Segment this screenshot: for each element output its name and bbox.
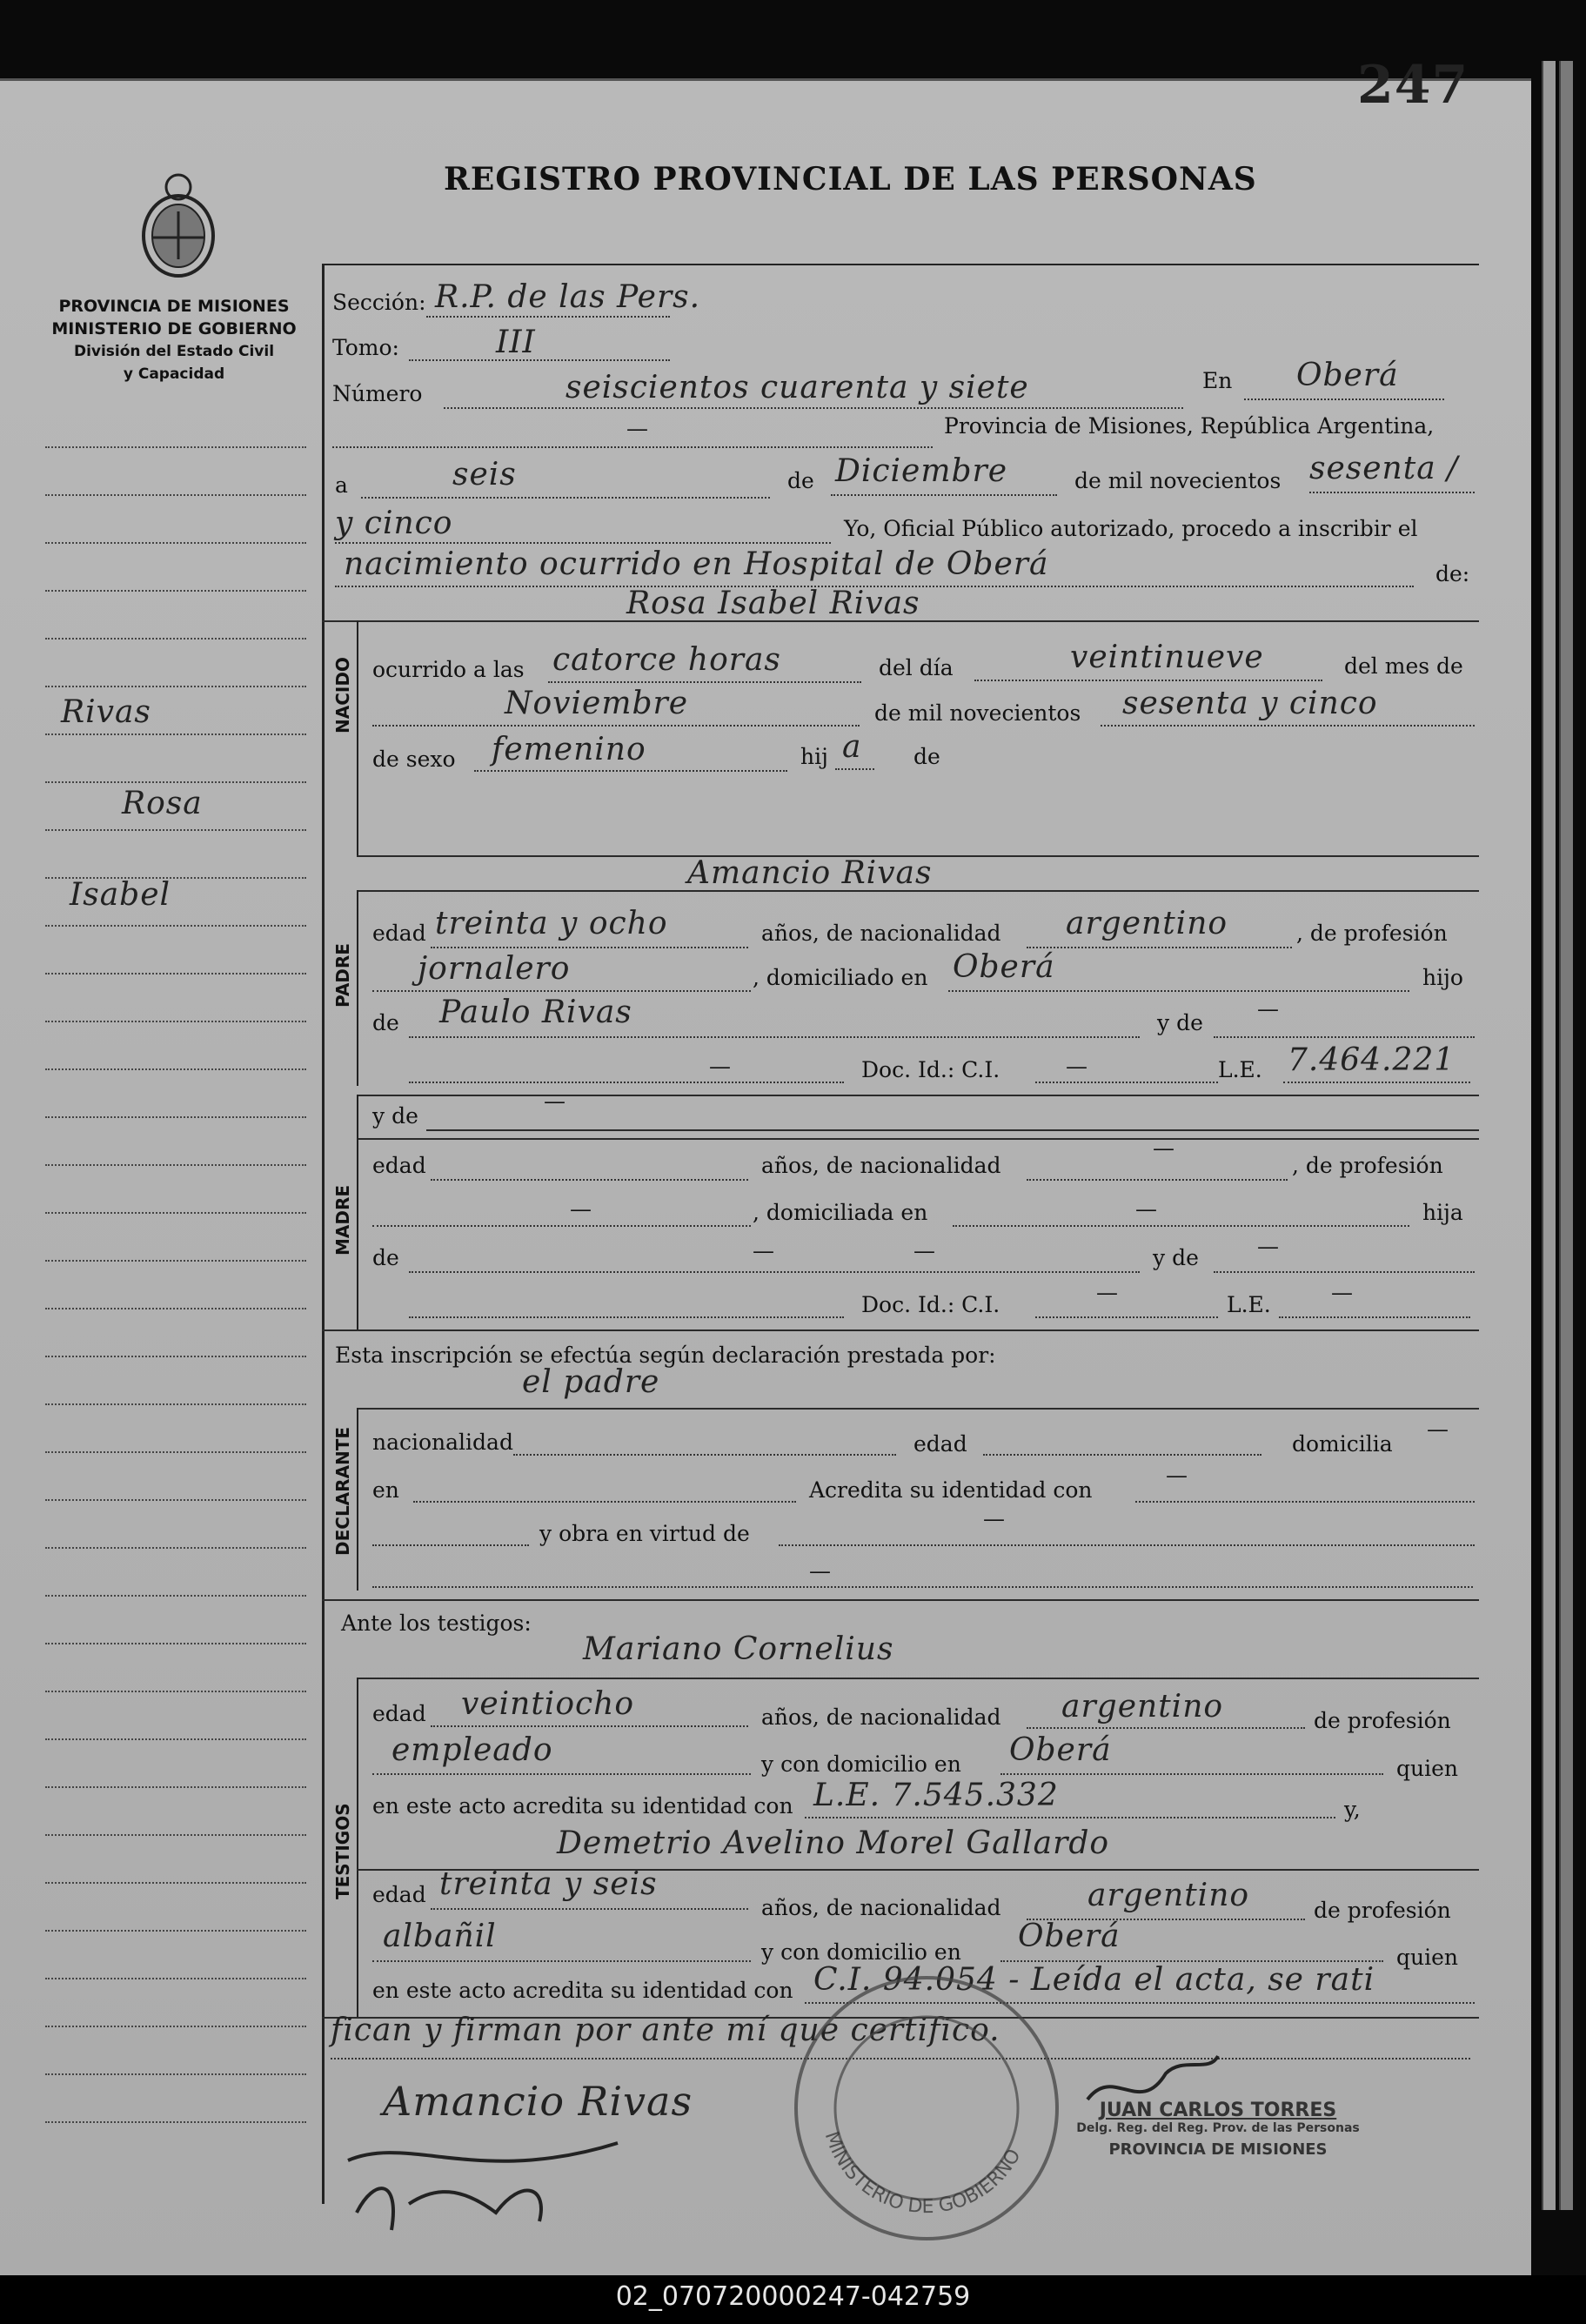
year-line [1309, 492, 1475, 493]
testigo-2-name: Demetrio Avelino Morel Gallardo [557, 1825, 1110, 1861]
numero-label: Número [332, 381, 423, 406]
sidebar-rule [45, 542, 306, 544]
sidebar-rule [45, 1068, 306, 1070]
stamp-title: Delg. Reg. del Reg. Prov. de las Personas [1076, 2121, 1360, 2135]
seccion-label: Sección: [332, 290, 426, 315]
t2-prof-value: albañil [383, 1919, 497, 1954]
official-seal-icon [787, 1969, 1066, 2247]
madre-edad-line [431, 1179, 748, 1181]
t2-edad-line [431, 1908, 748, 1910]
madre-de-label: de [372, 1245, 399, 1270]
sidebar-rule [45, 1882, 306, 1884]
padre-doc-label: Doc. Id.: C.I. [861, 1057, 1000, 1082]
signature-witness-icon [339, 2126, 626, 2239]
padre-prof-line [372, 990, 751, 992]
t1-profesion-label: de profesión [1314, 1708, 1451, 1733]
tomo-value: III [496, 325, 536, 360]
sidebar-rule [45, 1499, 306, 1501]
event-value: nacimiento ocurrido en Hospital de Oberá [344, 546, 1049, 582]
footer-filename: 02_070720000247-042759 [615, 2281, 971, 2312]
a-value: seis [452, 457, 517, 492]
nacido-section-label: NACIDO [332, 657, 353, 733]
nacido-name-value: Rosa Isabel Rivas [626, 586, 920, 621]
t1-edad-value: veintiocho [461, 1686, 635, 1722]
t1-nac-value: argentino [1061, 1689, 1224, 1725]
testigo-1-name: Mariano Cornelius [583, 1631, 894, 1667]
en-line [1244, 398, 1444, 400]
madre-edad-label: edad [372, 1153, 426, 1178]
dash: — [544, 1088, 565, 1114]
t2-doc-value: C.I. 94.054 - Leída el acta, se rati [813, 1962, 1375, 1998]
sidebar-rule [45, 829, 306, 831]
anio-line [1101, 725, 1475, 727]
page-title: REGISTRO PROVINCIAL DE LAS PERSONAS [444, 161, 1257, 198]
sidebar-rule [45, 1691, 306, 1692]
t1-dom-value: Oberá [1009, 1732, 1112, 1768]
madre-name-line [426, 1129, 1479, 1131]
sidebar-rule [45, 1021, 306, 1022]
numero-line [444, 407, 1183, 409]
t1-nac-line [1027, 1727, 1305, 1729]
dia-value: veintinueve [1070, 640, 1264, 675]
year-label: de mil novecientos [1074, 468, 1282, 493]
sidebar-rule [45, 2121, 306, 2123]
hij-label: hij [800, 744, 828, 769]
padre-section-border [357, 890, 358, 1086]
svg-text:MINISTERIO DE GOBIERNO [820, 2129, 1026, 2218]
declarante-edad-label: edad [913, 1431, 967, 1457]
main-border-top [322, 264, 1479, 265]
t1-prof-line [372, 1773, 751, 1775]
sidebar-given-name-2: Isabel [70, 877, 171, 913]
hij-line [835, 768, 874, 770]
sexo-value: femenino [492, 732, 646, 767]
official-stamp [1061, 2100, 1375, 2159]
dash: — [809, 1558, 831, 1584]
padre-profesion-label: , de profesión [1296, 921, 1448, 946]
mes-line [372, 725, 860, 727]
madre-yde2-label: y de [1153, 1245, 1199, 1270]
padre-de-label: de [372, 1010, 399, 1035]
section-rule [357, 1095, 1479, 1096]
t1-acredita-label: en este acto acredita su identidad con [372, 1793, 793, 1818]
dia-line [974, 680, 1322, 681]
declarante-blank-line [372, 1544, 529, 1546]
declarante-obra-line [779, 1544, 1475, 1546]
t2-anos-label: años, de nacionalidad [761, 1895, 1001, 1920]
dash: — [1096, 1280, 1118, 1305]
madre-doc-label: Doc. Id.: C.I. [861, 1292, 1000, 1317]
t2-acredita-label: en este acto acredita su identidad con [372, 1978, 793, 2003]
madre-ci-line [1035, 1316, 1218, 1318]
dash: — [709, 1054, 731, 1079]
del-dia-label: del día [879, 655, 954, 680]
t1-doc-line [805, 1817, 1335, 1818]
sidebar-rule [45, 973, 306, 974]
sidebar-rule [45, 686, 306, 687]
t1-edad-line [431, 1725, 748, 1727]
sidebar-rule [45, 1786, 306, 1788]
padre-dom-line [948, 990, 1409, 992]
madre-dom-line [953, 1225, 1409, 1227]
madre-domiciliada-label: , domiciliada en [753, 1200, 928, 1225]
sidebar-rule [45, 1451, 306, 1453]
padre-edad-value: treinta y ocho [435, 906, 668, 941]
page-number: 247 [1357, 55, 1469, 116]
sexo-line [474, 770, 787, 772]
padre-blank-line [409, 1082, 844, 1083]
sidebar-rule [45, 925, 306, 927]
declarante-intro: Esta inscripción se efectúa según declaración prestada por: [335, 1343, 996, 1368]
padre-prof-value: jornalero [418, 951, 571, 987]
declarante-obra-label: y obra en virtud de [539, 1521, 750, 1546]
sidebar-capacity: y Capacidad [123, 365, 225, 383]
de-colon: de: [1435, 561, 1470, 586]
testigos-section-label: TESTIGOS [332, 1803, 353, 1899]
sexo-label: de sexo [372, 747, 456, 772]
sidebar-rule [45, 1930, 306, 1932]
en-label: En [1202, 368, 1233, 393]
madre-section-border [357, 1095, 358, 1329]
t2-edad-value: treinta y seis [439, 1866, 658, 1902]
ocurrido-label: ocurrido a las [372, 657, 525, 682]
month-line [831, 494, 1057, 496]
t1-domicilio-label: y con domicilio en [761, 1751, 961, 1777]
a-label: a [335, 472, 348, 498]
t1-edad-label: edad [372, 1701, 426, 1726]
madre-nac-line [1027, 1179, 1288, 1181]
madre-anos-label: años, de nacionalidad [761, 1153, 1001, 1178]
del-mes-label: del mes de [1344, 653, 1463, 679]
padre-hijo-label: hijo [1422, 965, 1463, 990]
section-rule [322, 1329, 1479, 1331]
year-value-continued: y cinco [335, 506, 453, 541]
sidebar-province: PROVINCIA DE MISIONES [58, 297, 290, 316]
section-rule [357, 1408, 1479, 1410]
t1-dom-line [1000, 1773, 1383, 1775]
sidebar-ministry: MINISTERIO DE GOBIERNO [51, 319, 297, 338]
declarante-en-label: en [372, 1477, 399, 1503]
hora-line [548, 681, 861, 683]
hora-value: catorce horas [552, 642, 781, 678]
madre-yde-label: y de [372, 1103, 418, 1129]
declarante-blank-line-2 [372, 1586, 1473, 1588]
t2-edad-label: edad [372, 1882, 426, 1907]
nacido-section-border [357, 620, 358, 855]
sidebar-rule [45, 1834, 306, 1836]
sidebar-given-name-1: Rosa [122, 786, 203, 821]
en-value: Oberá [1296, 358, 1399, 393]
sidebar-rule [45, 638, 306, 640]
section-rule [357, 1138, 1479, 1140]
sidebar-division: División del Estado Civil [73, 343, 275, 360]
dash: — [570, 1196, 592, 1222]
t1-y-label: y, [1344, 1797, 1361, 1822]
mes-value: Noviembre [505, 686, 689, 721]
dash: — [983, 1506, 1005, 1531]
signature-amancio-rivas: Amancio Rivas [383, 2078, 693, 2125]
t1-quien-label: quien [1396, 1756, 1458, 1781]
seal-text: MINISTERIO DE GOBIERNO [820, 2128, 1026, 2219]
dash: — [1331, 1280, 1353, 1305]
testigos-intro: Ante los testigos: [341, 1611, 532, 1636]
sidebar-rule [45, 1116, 306, 1118]
sidebar-rule [45, 1978, 306, 1979]
section-rule [357, 1678, 1479, 1679]
sidebar-rule [45, 2026, 306, 2027]
binder-edge [1559, 61, 1573, 2210]
section-rule [322, 1599, 1479, 1601]
padre-yde-line [1214, 1036, 1475, 1038]
padre-ci-line [1035, 1082, 1218, 1083]
nacido-de-label: de [913, 744, 940, 769]
madre-le-line [1279, 1316, 1470, 1318]
sidebar-rule [45, 1212, 306, 1214]
declarante-nac-line [513, 1454, 896, 1456]
sidebar-rule [45, 781, 306, 783]
sidebar-rule [45, 1643, 306, 1644]
declarante-domicilia-label: domicilia [1292, 1431, 1393, 1457]
padre-father-line [409, 1036, 1140, 1038]
tomo-label: Tomo: [332, 335, 399, 360]
dash: — [1166, 1463, 1188, 1488]
t1-doc-value: L.E. 7.545.332 [813, 1778, 1059, 1813]
dash: — [1135, 1196, 1157, 1222]
padre-anos-label: años, de nacionalidad [761, 921, 1001, 946]
declarante-edad-line [983, 1454, 1261, 1456]
sidebar-rule [45, 2073, 306, 2075]
numero-value: seiscientos cuarenta y siete [565, 370, 1029, 405]
madre-yde2-line [1214, 1271, 1475, 1273]
t2-domicilio-label: y con domicilio en [761, 1939, 961, 1965]
dash: — [913, 1238, 935, 1263]
seccion-line [426, 316, 670, 318]
dash: — [1427, 1417, 1449, 1442]
padre-domicilio-label: , domiciliado en [753, 965, 928, 990]
t2-quien-label: quien [1396, 1945, 1458, 1970]
year2-line [335, 542, 831, 544]
sidebar-rule [45, 1356, 306, 1357]
sidebar-rule [45, 1260, 306, 1262]
padre-yde-label: y de [1157, 1010, 1203, 1035]
sidebar-rule [45, 1595, 306, 1597]
madre-father-line [409, 1271, 1140, 1273]
declarante-acredita-label: Acredita su identidad con [809, 1477, 1093, 1503]
declarante-nacionalidad-label: nacionalidad [372, 1430, 513, 1455]
padre-le-line [1283, 1082, 1470, 1083]
sidebar-surname: Rivas [61, 694, 151, 730]
sidebar-rule [45, 590, 306, 592]
dash: — [1066, 1054, 1087, 1079]
sidebar-rule [45, 446, 306, 448]
provincia-text: Provincia de Misiones, República Argentina, [944, 413, 1435, 439]
testigos-section-border [357, 1678, 358, 2017]
padre-edad-line [431, 947, 748, 948]
madre-section-label: MADRE [332, 1184, 353, 1256]
dash: — [1153, 1135, 1174, 1161]
t1-prof-value: empleado [391, 1732, 553, 1768]
stamp-name: JUAN CARLOS TORRES [1099, 2100, 1337, 2121]
madre-profesion-label: , de profesión [1292, 1153, 1443, 1178]
t2-profesion-label: de profesión [1314, 1898, 1451, 1923]
dash: — [1257, 996, 1279, 1021]
madre-blank-line [409, 1316, 844, 1318]
yo-text: Yo, Oficial Público autorizado, procedo a inscribir el [844, 516, 1418, 541]
madre-le-label: L.E. [1227, 1292, 1271, 1317]
sidebar-rule [45, 1738, 306, 1740]
sidebar-rule [45, 1547, 306, 1549]
main-border [322, 264, 325, 2204]
sidebar-rule [45, 1164, 306, 1166]
anio-value: sesenta y cinco [1122, 686, 1378, 721]
sidebar-rule [45, 1308, 306, 1309]
hij-value: a [842, 729, 862, 765]
registry-page [0, 55, 1531, 2287]
year-value: sesenta / [1309, 451, 1459, 486]
declarante-section-label: DECLARANTE [332, 1426, 353, 1556]
coat-of-arms-icon [130, 168, 226, 281]
padre-father-value: Paulo Rivas [439, 995, 632, 1030]
padre-name-value: Amancio Rivas [687, 855, 933, 891]
padre-le-value: 7.464.221 [1288, 1042, 1456, 1078]
madre-hija-label: hija [1422, 1200, 1463, 1225]
sidebar-rule [45, 494, 306, 496]
mil-label: de mil novecientos [874, 700, 1081, 726]
t2-prof-line [372, 1960, 751, 1962]
madre-prof-line [372, 1225, 751, 1227]
declarante-acredita-line [1135, 1501, 1475, 1503]
padre-nac-line [1027, 947, 1292, 948]
tomo-line [409, 359, 670, 361]
de-label: de [787, 468, 814, 493]
dash: — [626, 416, 648, 441]
padre-nac-value: argentino [1066, 906, 1228, 941]
sidebar-rule [45, 733, 306, 735]
closing-text: fican y firman por ante mí que certifico. [331, 2013, 1000, 2048]
declarante-section-border [357, 1408, 358, 1591]
binder-edge [1542, 61, 1556, 2210]
padre-le-label: L.E. [1218, 1057, 1262, 1082]
seccion-value: R.P. de las Pers. [435, 279, 701, 315]
dash: — [1257, 1234, 1279, 1259]
declarante-en-line [413, 1501, 796, 1503]
blank-line [332, 446, 933, 448]
stamp-province: PROVINCIA DE MISIONES [1108, 2140, 1328, 2159]
a-line [361, 497, 770, 499]
padre-dom-value: Oberá [953, 949, 1055, 985]
t2-dom-value: Oberá [1018, 1919, 1121, 1954]
declarante-value: el padre [522, 1364, 660, 1400]
t1-anos-label: años, de nacionalidad [761, 1704, 1001, 1730]
month-value: Diciembre [835, 453, 1008, 489]
sidebar-header [35, 295, 313, 385]
dash: — [753, 1238, 774, 1263]
t2-nac-value: argentino [1087, 1878, 1250, 1913]
padre-section-label: PADRE [332, 943, 353, 1008]
sidebar-rule [45, 1403, 306, 1405]
padre-edad-label: edad [372, 921, 426, 946]
